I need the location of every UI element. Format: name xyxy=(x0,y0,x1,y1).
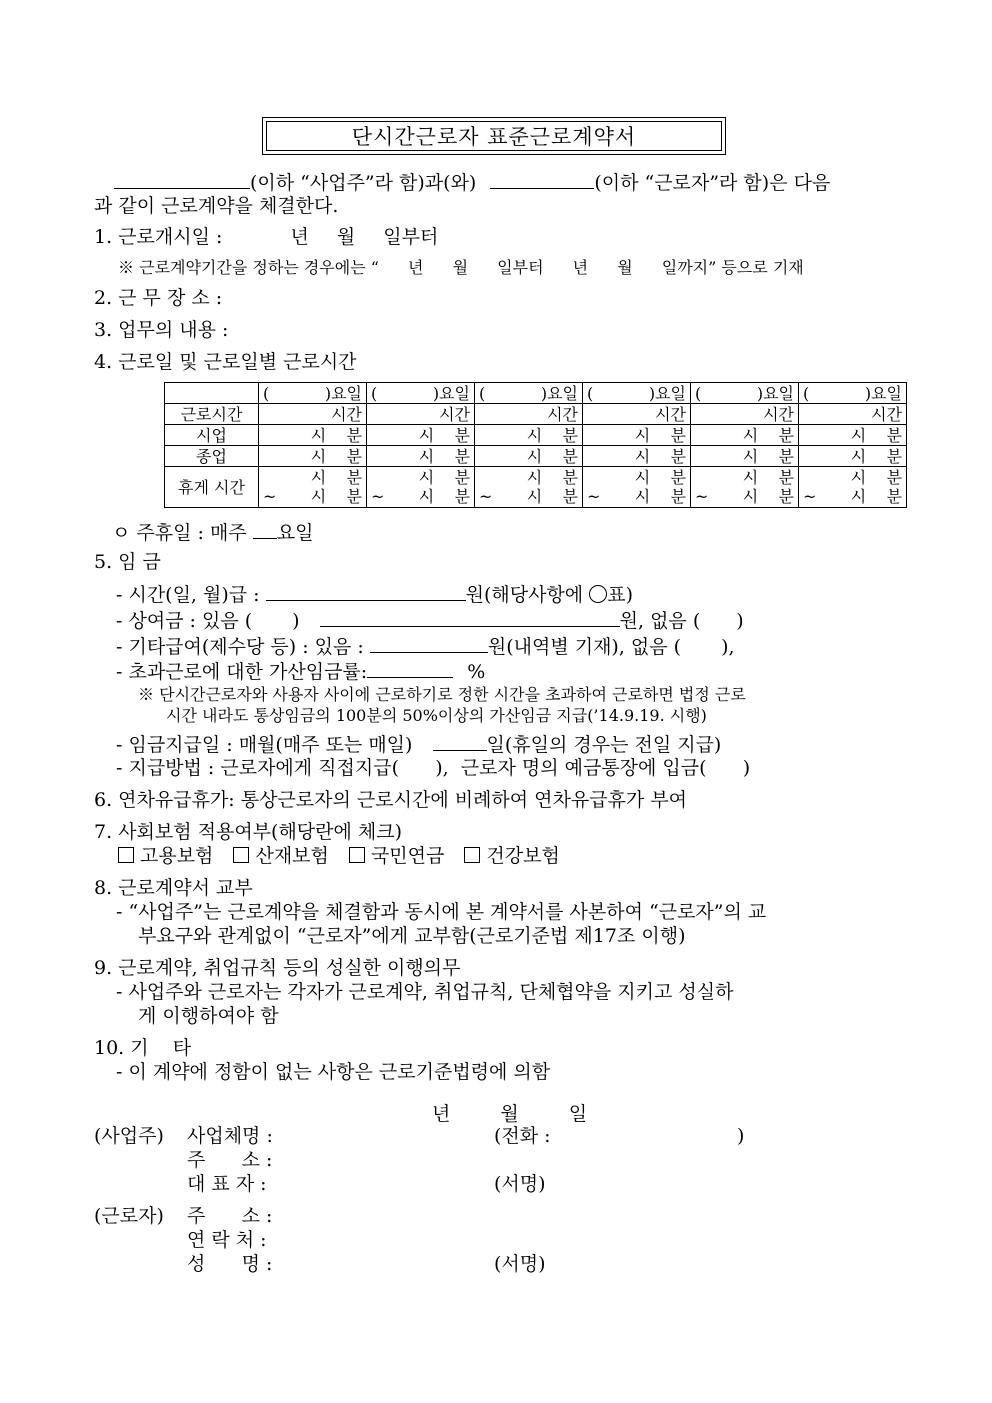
note-year-1: 년 xyxy=(408,258,424,277)
bonus-label: - 상여금 : 있음 ( xyxy=(116,610,253,632)
bullet: ㅇ xyxy=(112,522,131,544)
break-cell[interactable]: 시 분 ~ 시 분 xyxy=(583,467,691,508)
date-month: 월 xyxy=(500,1103,519,1125)
weekly-holiday-label: 주휴일 : 매주 xyxy=(136,522,247,544)
other-pay-blank[interactable] xyxy=(370,632,488,653)
hourly-wage-blank[interactable] xyxy=(266,580,466,601)
bonus-amount-blank[interactable] xyxy=(320,606,620,627)
overtime-note-line1: 단시간근로자와 사용자 사이에 근로하기로 정한 시간을 초과하여 근로하면 법정 근로 xyxy=(159,685,746,704)
insurance-options xyxy=(118,844,560,868)
break-cell[interactable]: 시 분 ~ 시 분 xyxy=(799,467,907,508)
payday-line xyxy=(116,730,721,757)
row-label-hours: 근로시간 xyxy=(165,404,259,425)
overtime-note xyxy=(138,684,746,706)
bonus-suffix: 원, 없음 ( xyxy=(619,610,701,632)
section-2: 2. 근 무 장 소 : xyxy=(94,287,223,309)
employer-phone-open: (전화 : xyxy=(494,1125,551,1147)
day-header[interactable]: ( )요일 xyxy=(799,383,907,404)
intro-worker-suffix: (이하 “근로자”라 함)은 다음 xyxy=(594,172,831,194)
employer-rep-label: 대 표 자 : xyxy=(187,1173,267,1195)
worker-name-label: 성 명 : xyxy=(187,1253,273,1275)
note-month-1: 월 xyxy=(452,258,469,277)
other-pay-label: - 기타급여(제수당 등) : 있음 : xyxy=(116,636,364,658)
hourly-wage-suffix: 원(해당사항에 xyxy=(465,584,584,606)
bonus-close: ) xyxy=(292,610,300,632)
worker-role: (근로자) xyxy=(94,1205,164,1227)
day-header[interactable]: ( )요일 xyxy=(367,383,475,404)
section-10: 10. 기 타 xyxy=(94,1037,192,1059)
end-cell[interactable]: 시 분 xyxy=(367,446,475,467)
intro-line1 xyxy=(114,168,830,195)
hours-cell[interactable]: 시간 xyxy=(259,404,367,425)
break-cell[interactable]: 시 분 ~ 시 분 xyxy=(259,467,367,508)
employer-signature[interactable]: (서명) xyxy=(494,1173,546,1195)
section-5: 5. 임 금 xyxy=(94,551,161,573)
insurance-pension: 국민연금 xyxy=(370,845,445,867)
employer-name-blank[interactable] xyxy=(114,168,250,189)
employer-company-label: 사업체명 : xyxy=(187,1125,273,1147)
start-cell[interactable]: 시 분 xyxy=(583,425,691,446)
schedule-table xyxy=(164,382,907,508)
row-label-break: 휴게 시간 xyxy=(165,467,259,508)
worker-address-label: 주 소 : xyxy=(187,1205,273,1227)
day-header[interactable]: ( )요일 xyxy=(259,383,367,404)
hours-cell[interactable]: 시간 xyxy=(691,404,799,425)
table-row-hours xyxy=(165,404,907,425)
day-header[interactable]: ( )요일 xyxy=(583,383,691,404)
section-6: 6. 연차유급휴가: 통상근로자의 근로시간에 비례하여 연차유급휴가 부여 xyxy=(94,789,688,811)
intro-employer-suffix: (이하 “사업주”라 함)과(와) xyxy=(250,172,477,194)
note-text: 근로계약기간을 정하는 경우에는 “ xyxy=(139,258,379,277)
bonus-line xyxy=(116,606,744,633)
hourly-wage-label: - 시간(일, 월)급 : xyxy=(116,584,260,606)
overtime-rate-blank[interactable] xyxy=(367,657,453,678)
note-mark: ※ xyxy=(118,258,135,277)
section-8-line1: - “사업주”는 근로계약을 체결함과 동시에 본 계약서를 사본하여 “근로자”의 교 xyxy=(116,901,767,923)
overtime-note-line2: 시간 내라도 통상임금의 100분의 50%이상의 가산임금 지급(’14.9.19. 시행) xyxy=(166,706,707,725)
intro-line2: 과 같이 근로계약을 체결한다. xyxy=(94,195,339,217)
payday-blank[interactable] xyxy=(433,730,487,751)
table-row-end xyxy=(165,446,907,467)
section-3: 3. 업무의 내용 : xyxy=(94,319,229,341)
date-year: 년 xyxy=(432,1103,451,1125)
section-9-line1: - 사업주와 근로자는 각자가 근로계약, 취업규칙, 단체협약을 지키고 성실하 xyxy=(116,981,734,1003)
break-cell[interactable]: 시 분 ~ 시 분 xyxy=(691,467,799,508)
start-day: 일부터 xyxy=(383,226,439,248)
hourly-wage-end: 표) xyxy=(607,584,633,606)
weekly-holiday-suffix: 요일 xyxy=(276,522,314,544)
break-cell[interactable]: 시 분 ~ 시 분 xyxy=(367,467,475,508)
employer-role: (사업주) xyxy=(94,1125,164,1147)
start-year: 년 xyxy=(290,226,309,248)
checkbox-health[interactable] xyxy=(464,847,480,863)
percent-sign: % xyxy=(467,661,486,683)
overtime-line xyxy=(116,657,485,684)
table-row-days xyxy=(165,383,907,404)
end-cell[interactable]: 시 분 xyxy=(259,446,367,467)
title-box xyxy=(262,117,726,155)
payday-label: - 임금지급일 : 매월(매주 또는 매일) xyxy=(116,734,413,756)
start-date-label: 1. 근로개시일 : xyxy=(94,226,223,248)
section-9-line2: 게 이행하여야 함 xyxy=(138,1005,279,1027)
date-day: 일 xyxy=(568,1103,588,1125)
insurance-health: 건강보험 xyxy=(486,845,560,867)
checkbox-pension[interactable] xyxy=(349,847,365,863)
start-cell[interactable]: 시 분 xyxy=(799,425,907,446)
start-cell[interactable]: 시 분 xyxy=(367,425,475,446)
overtime-label: - 초과근로에 대한 가산임금률: xyxy=(116,661,368,683)
section-9: 9. 근로계약, 취업규칙 등의 성실한 이행의무 xyxy=(94,957,461,979)
section-8: 8. 근로계약서 교부 xyxy=(94,877,253,899)
document-title: 단시간근로자 표준근로계약서 xyxy=(266,121,722,151)
worker-signature[interactable]: (서명) xyxy=(494,1253,546,1275)
insurance-accident: 산재보험 xyxy=(255,845,329,867)
section-7: 7. 사회보험 적용여부(해당란에 체크) xyxy=(94,821,403,843)
table-row-start xyxy=(165,425,907,446)
hours-cell[interactable]: 시간 xyxy=(799,404,907,425)
other-pay-end: ), xyxy=(721,636,735,658)
table-corner xyxy=(165,383,259,404)
end-cell[interactable]: 시 분 xyxy=(583,446,691,467)
worker-contact-label: 연 락 처 : xyxy=(187,1229,267,1251)
section-1 xyxy=(94,225,438,249)
payday-suffix: 일(휴일의 경우는 전일 지급) xyxy=(486,734,722,756)
day-header[interactable]: ( )요일 xyxy=(475,383,583,404)
hours-cell[interactable]: 시간 xyxy=(583,404,691,425)
start-cell[interactable]: 시 분 xyxy=(259,425,367,446)
worker-name-blank[interactable] xyxy=(490,168,594,189)
hourly-wage-line xyxy=(116,580,633,607)
other-pay-line xyxy=(116,632,735,659)
section-1-note xyxy=(118,257,804,279)
bonus-end: ) xyxy=(736,610,744,632)
circle-icon xyxy=(589,585,607,603)
weekly-holiday-blank[interactable] xyxy=(253,518,277,539)
end-cell[interactable]: 시 분 xyxy=(475,446,583,467)
end-cell[interactable]: 시 분 xyxy=(691,446,799,467)
note-day-1: 일부터 xyxy=(497,258,544,277)
break-cell[interactable]: 시 분 ~ 시 분 xyxy=(475,467,583,508)
day-header[interactable]: ( )요일 xyxy=(691,383,799,404)
row-label-end: 종업 xyxy=(165,446,259,467)
checkbox-employment[interactable] xyxy=(118,847,134,863)
employer-address-label: 주 소 : xyxy=(187,1149,273,1171)
section-4: 4. 근로일 및 근로일별 근로시간 xyxy=(94,351,357,373)
note-month-2: 월 xyxy=(617,258,633,277)
section-8-line2: 부요구와 관계없이 “근로자”에게 교부함(근로기준법 제17조 이행) xyxy=(138,925,686,947)
row-label-start: 시업 xyxy=(165,425,259,446)
start-month: 월 xyxy=(336,226,356,248)
other-pay-suffix: 원(내역별 기재), 없음 ( xyxy=(487,636,682,658)
note-day-2: 일까지” 등으로 기재 xyxy=(661,258,804,277)
insurance-employment: 고용보험 xyxy=(140,845,214,867)
checkbox-accident[interactable] xyxy=(233,847,249,863)
note-mark: ※ xyxy=(138,685,155,704)
table-row-break xyxy=(165,467,907,508)
note-year-2: 년 xyxy=(572,258,589,277)
start-cell[interactable]: 시 분 xyxy=(475,425,583,446)
weekly-holiday xyxy=(112,518,313,545)
hours-cell[interactable]: 시간 xyxy=(367,404,475,425)
contract-date xyxy=(432,1102,587,1126)
hours-cell[interactable]: 시간 xyxy=(475,404,583,425)
section-10-line1: - 이 계약에 정함이 없는 사항은 근로기준법령에 의함 xyxy=(116,1061,551,1083)
start-cell[interactable]: 시 분 xyxy=(691,425,799,446)
employer-phone-close: ) xyxy=(737,1125,745,1147)
end-cell[interactable]: 시 분 xyxy=(799,446,907,467)
payment-method: - 지급방법 : 근로자에게 직접지급( ), 근로자 명의 예금통장에 입금( ) xyxy=(116,757,751,779)
